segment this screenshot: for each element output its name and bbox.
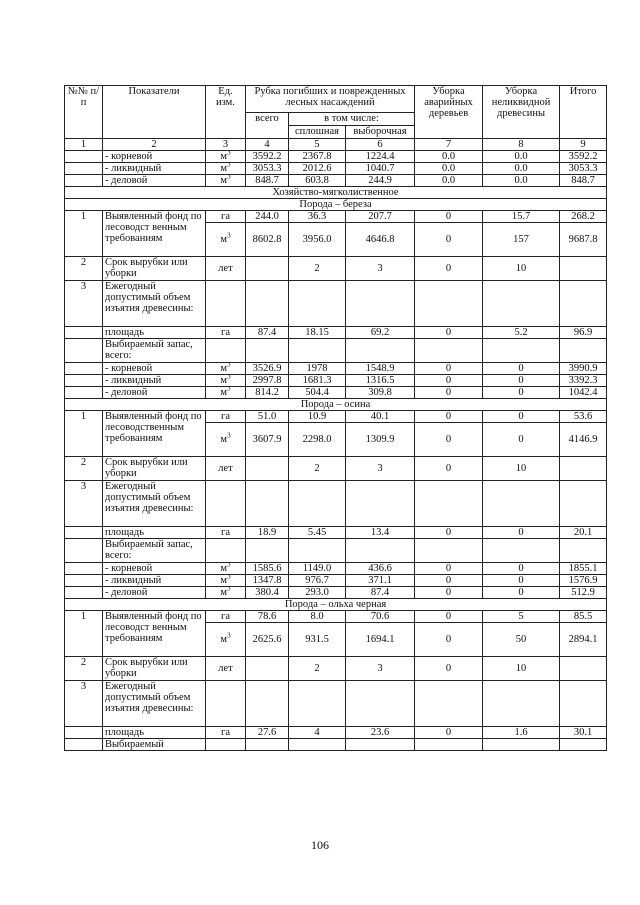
empty-cell [65, 587, 103, 599]
allow-label: Ежегодный допустимый объем изъятия древесины: [103, 281, 206, 327]
section-title: Порода – ольха черная [65, 599, 607, 611]
unit-cell: га [206, 727, 246, 739]
row-number: 2 [65, 457, 103, 481]
value-cell: 371.1 [346, 575, 415, 587]
value-cell: 10 [483, 457, 560, 481]
term-label: Срок вырубки или уборки [103, 657, 206, 681]
value-cell: 207.7 [346, 211, 415, 223]
value-cell: 3592.2 [560, 151, 607, 163]
header-illiquid: Уборка неликвидной древесины [483, 86, 560, 139]
value-cell: 4646.8 [346, 223, 415, 257]
empty-cell [246, 339, 289, 363]
value-cell: 0 [415, 611, 483, 623]
value-cell: 70.6 [346, 611, 415, 623]
empty-cell [65, 163, 103, 175]
empty-cell [65, 727, 103, 739]
stock-row-label: - деловой [103, 587, 206, 599]
value-cell: 0 [415, 363, 483, 375]
unit-superscript: 3 [227, 150, 231, 157]
empty-cell [65, 539, 103, 563]
value-cell: 78.6 [246, 611, 289, 623]
unit-text: м [220, 575, 228, 586]
found-label: Выявленный фонд по лесоводст венным требованиям [103, 611, 206, 657]
empty-cell [246, 657, 289, 681]
unit-text: м [220, 234, 228, 245]
column-number: 7 [415, 139, 483, 151]
empty-cell [289, 281, 346, 327]
value-cell: 0 [415, 411, 483, 423]
value-cell: 2298.0 [289, 423, 346, 457]
empty-cell [246, 739, 289, 751]
allow-label: Ежегодный допустимый объем изъятия древесины: [103, 481, 206, 527]
value-cell: 18.15 [289, 327, 346, 339]
unit-cell [206, 163, 246, 175]
value-cell: 2 [289, 257, 346, 281]
unit-cell: га [206, 211, 246, 223]
value-cell: 3592.2 [246, 151, 289, 163]
value-cell: 0 [483, 423, 560, 457]
value-cell: 0 [483, 411, 560, 423]
unit-superscript: 3 [227, 631, 231, 640]
value-cell: 27.6 [246, 727, 289, 739]
stock-label: Выбираемый запас, всего: [103, 339, 206, 363]
unit-text: м [220, 363, 228, 374]
empty-cell [560, 457, 607, 481]
row-number: 3 [65, 281, 103, 327]
value-cell: 0.0 [483, 175, 560, 187]
unit-superscript: 3 [227, 431, 231, 440]
value-cell: 0 [483, 363, 560, 375]
empty-cell [289, 739, 346, 751]
value-cell: 15.7 [483, 211, 560, 223]
empty-cell [289, 339, 346, 363]
value-cell: 0 [483, 527, 560, 539]
term-label: Срок вырубки или уборки [103, 457, 206, 481]
empty-cell [483, 739, 560, 751]
value-cell: 5.2 [483, 327, 560, 339]
empty-cell [246, 481, 289, 527]
empty-cell [560, 539, 607, 563]
value-cell: 848.7 [246, 175, 289, 187]
empty-cell [206, 539, 246, 563]
unit-cell: лет [206, 257, 246, 281]
unit-cell [206, 575, 246, 587]
value-cell: 0.0 [415, 151, 483, 163]
value-cell: 0 [415, 211, 483, 223]
empty-cell [346, 481, 415, 527]
unit-superscript: 3 [227, 162, 231, 169]
empty-cell [65, 527, 103, 539]
header-felling: Рубка погибших и поврежденных лесных насаждений [246, 86, 415, 113]
value-cell: 603.8 [289, 175, 346, 187]
header-indicators: Показатели [103, 86, 206, 139]
row-number: 2 [65, 657, 103, 681]
value-cell: 3 [346, 257, 415, 281]
value-cell: 0 [415, 623, 483, 657]
unit-cell [206, 563, 246, 575]
value-cell: 8.0 [289, 611, 346, 623]
area-label: площадь [103, 727, 206, 739]
empty-cell [483, 539, 560, 563]
empty-cell [65, 363, 103, 375]
value-cell: 931.5 [289, 623, 346, 657]
unit-superscript: 3 [227, 574, 231, 581]
value-cell: 1309.9 [346, 423, 415, 457]
header-selective: выборочная [346, 126, 415, 139]
value-cell: 0 [415, 563, 483, 575]
unit-text: м [220, 163, 228, 174]
found-label: Выявленный фонд по лесоводственным требованиям [103, 411, 206, 457]
value-cell: 0.0 [483, 163, 560, 175]
stock-row-label: - ликвидный [103, 375, 206, 387]
stock-row-label: - корневой [103, 363, 206, 375]
row-number: 1 [65, 211, 103, 257]
unit-text: м [220, 634, 228, 645]
value-cell: 1576.9 [560, 575, 607, 587]
empty-cell [560, 681, 607, 727]
unit-cell [206, 175, 246, 187]
term-label: Срок вырубки или уборки [103, 257, 206, 281]
value-cell: 10.9 [289, 411, 346, 423]
empty-cell [560, 281, 607, 327]
value-cell: 0 [415, 375, 483, 387]
unit-cell [206, 375, 246, 387]
value-cell: 0 [415, 457, 483, 481]
value-cell: 0.0 [483, 151, 560, 163]
value-cell: 244.0 [246, 211, 289, 223]
header-num: №№ п/п [65, 86, 103, 139]
empty-cell [346, 339, 415, 363]
value-cell: 1681.3 [289, 375, 346, 387]
row-number: 1 [65, 611, 103, 657]
column-number: 8 [483, 139, 560, 151]
empty-cell [560, 339, 607, 363]
empty-cell [246, 281, 289, 327]
value-cell: 3526.9 [246, 363, 289, 375]
header-clear: сплошная [289, 126, 346, 139]
empty-cell [560, 481, 607, 527]
unit-superscript: 3 [227, 562, 231, 569]
column-number: 1 [65, 139, 103, 151]
empty-cell [206, 481, 246, 527]
column-number: 9 [560, 139, 607, 151]
empty-cell [415, 281, 483, 327]
value-cell: 0 [415, 387, 483, 399]
value-cell: 30.1 [560, 727, 607, 739]
row-number: 2 [65, 257, 103, 281]
empty-cell [246, 539, 289, 563]
unit-text: м [220, 387, 228, 398]
header-unit: Ед. изм. [206, 86, 246, 139]
value-cell: 3392.3 [560, 375, 607, 387]
empty-cell [346, 681, 415, 727]
value-cell: 85.5 [560, 611, 607, 623]
empty-cell [289, 539, 346, 563]
value-cell: 0.0 [415, 175, 483, 187]
value-cell: 1694.1 [346, 623, 415, 657]
unit-superscript: 3 [227, 386, 231, 393]
column-number: 3 [206, 139, 246, 151]
empty-cell [206, 681, 246, 727]
value-cell: 380.4 [246, 587, 289, 599]
value-cell: 0 [415, 575, 483, 587]
value-cell: 976.7 [289, 575, 346, 587]
empty-cell [65, 575, 103, 587]
empty-cell [65, 375, 103, 387]
value-cell: 5.45 [289, 527, 346, 539]
value-cell: 8602.8 [246, 223, 289, 257]
unit-superscript: 3 [227, 586, 231, 593]
value-cell: 0 [415, 527, 483, 539]
value-cell: 268.2 [560, 211, 607, 223]
empty-cell [206, 339, 246, 363]
value-cell: 96.9 [560, 327, 607, 339]
value-cell: 0 [415, 657, 483, 681]
unit-text: м [220, 175, 228, 186]
value-cell: 0 [415, 257, 483, 281]
empty-cell [415, 739, 483, 751]
value-cell: 1040.7 [346, 163, 415, 175]
value-cell: 36.3 [289, 211, 346, 223]
value-cell: 1978 [289, 363, 346, 375]
value-cell: 1585.6 [246, 563, 289, 575]
value-cell: 848.7 [560, 175, 607, 187]
empty-cell [483, 281, 560, 327]
unit-cell: га [206, 411, 246, 423]
row-number: 1 [65, 411, 103, 457]
value-cell: 512.9 [560, 587, 607, 599]
value-cell: 0 [483, 575, 560, 587]
empty-cell [415, 339, 483, 363]
value-cell: 0 [483, 563, 560, 575]
header-total: Итого [560, 86, 607, 139]
value-cell: 2367.8 [289, 151, 346, 163]
value-cell: 53.6 [560, 411, 607, 423]
value-cell: 4146.9 [560, 423, 607, 457]
unit-cell [206, 387, 246, 399]
header-including: в том числе: [289, 113, 415, 126]
value-cell: 0 [415, 727, 483, 739]
empty-cell [346, 281, 415, 327]
stock-label: Выбираемый запас, всего: [103, 539, 206, 563]
empty-cell [65, 175, 103, 187]
empty-cell [483, 681, 560, 727]
empty-cell [65, 563, 103, 575]
value-cell: 69.2 [346, 327, 415, 339]
value-cell: 1042.4 [560, 387, 607, 399]
empty-cell [246, 457, 289, 481]
unit-cell: га [206, 527, 246, 539]
stock-row-label: - деловой [103, 387, 206, 399]
value-cell: 5 [483, 611, 560, 623]
row-number: 3 [65, 681, 103, 727]
unit-text: м [220, 563, 228, 574]
stock-label: Выбираемый [103, 739, 206, 751]
empty-cell [206, 739, 246, 751]
empty-cell [246, 257, 289, 281]
value-cell: 0.0 [415, 163, 483, 175]
empty-cell [346, 539, 415, 563]
value-cell: 2894.1 [560, 623, 607, 657]
empty-cell [483, 339, 560, 363]
farm-title: Хозяйство-мягколиственное [65, 187, 607, 199]
row-label: - ликвидный [103, 163, 206, 175]
value-cell: 293.0 [289, 587, 346, 599]
area-label: площадь [103, 327, 206, 339]
page-number: 106 [311, 838, 329, 852]
value-cell: 0 [415, 223, 483, 257]
value-cell: 3053.3 [560, 163, 607, 175]
unit-superscript: 3 [227, 231, 231, 240]
empty-cell [65, 327, 103, 339]
value-cell: 13.4 [346, 527, 415, 539]
value-cell: 3956.0 [289, 223, 346, 257]
unit-cell [206, 623, 246, 657]
value-cell: 20.1 [560, 527, 607, 539]
value-cell: 814.2 [246, 387, 289, 399]
value-cell: 2 [289, 657, 346, 681]
unit-text: м [220, 434, 228, 445]
empty-cell [289, 481, 346, 527]
value-cell: 3607.9 [246, 423, 289, 457]
value-cell: 244.9 [346, 175, 415, 187]
unit-text: м [220, 587, 228, 598]
value-cell: 0 [415, 423, 483, 457]
value-cell: 2625.6 [246, 623, 289, 657]
empty-cell [560, 657, 607, 681]
empty-cell [65, 151, 103, 163]
unit-superscript: 3 [227, 174, 231, 181]
unit-text: м [220, 375, 228, 386]
found-label: Выявленный фонд по лесоводст венным требованиям [103, 211, 206, 257]
column-number: 2 [103, 139, 206, 151]
empty-cell [415, 481, 483, 527]
column-number: 5 [289, 139, 346, 151]
unit-cell [206, 223, 246, 257]
unit-cell [206, 587, 246, 599]
value-cell: 10 [483, 257, 560, 281]
value-cell: 1.6 [483, 727, 560, 739]
header-total-all: всего [246, 113, 289, 139]
value-cell: 50 [483, 623, 560, 657]
value-cell: 1548.9 [346, 363, 415, 375]
value-cell: 23.6 [346, 727, 415, 739]
section-title: Порода – осина [65, 399, 607, 411]
value-cell: 309.8 [346, 387, 415, 399]
empty-cell [206, 281, 246, 327]
value-cell: 1149.0 [289, 563, 346, 575]
value-cell: 157 [483, 223, 560, 257]
unit-cell [206, 151, 246, 163]
column-number: 6 [346, 139, 415, 151]
unit-cell: лет [206, 657, 246, 681]
unit-cell: га [206, 327, 246, 339]
unit-cell: лет [206, 457, 246, 481]
value-cell: 3 [346, 657, 415, 681]
empty-cell [246, 681, 289, 727]
empty-cell [415, 539, 483, 563]
stock-row-label: - ликвидный [103, 575, 206, 587]
value-cell: 3 [346, 457, 415, 481]
value-cell: 51.0 [246, 411, 289, 423]
row-label: - корневой [103, 151, 206, 163]
empty-cell [346, 739, 415, 751]
value-cell: 436.6 [346, 563, 415, 575]
value-cell: 2 [289, 457, 346, 481]
value-cell: 0 [483, 587, 560, 599]
empty-cell [560, 739, 607, 751]
value-cell: 9687.8 [560, 223, 607, 257]
unit-cell: га [206, 611, 246, 623]
value-cell: 1224.4 [346, 151, 415, 163]
value-cell: 504.4 [289, 387, 346, 399]
value-cell: 10 [483, 657, 560, 681]
value-cell: 0 [415, 587, 483, 599]
column-number: 4 [246, 139, 289, 151]
value-cell: 1347.8 [246, 575, 289, 587]
stock-row-label: - корневой [103, 563, 206, 575]
value-cell: 40.1 [346, 411, 415, 423]
value-cell: 3053.3 [246, 163, 289, 175]
value-cell: 1855.1 [560, 563, 607, 575]
value-cell: 2997.8 [246, 375, 289, 387]
unit-superscript: 3 [227, 362, 231, 369]
empty-cell [65, 739, 103, 751]
empty-cell [65, 387, 103, 399]
value-cell: 18.9 [246, 527, 289, 539]
value-cell: 0 [483, 375, 560, 387]
value-cell: 3990.9 [560, 363, 607, 375]
row-number: 3 [65, 481, 103, 527]
header-emergency: Уборка аварийных деревьев [415, 86, 483, 139]
value-cell: 1316.5 [346, 375, 415, 387]
value-cell: 2012.6 [289, 163, 346, 175]
empty-cell [65, 339, 103, 363]
unit-superscript: 3 [227, 374, 231, 381]
empty-cell [483, 481, 560, 527]
unit-cell [206, 423, 246, 457]
empty-cell [415, 681, 483, 727]
value-cell: 87.4 [246, 327, 289, 339]
area-label: площадь [103, 527, 206, 539]
empty-cell [560, 257, 607, 281]
value-cell: 87.4 [346, 587, 415, 599]
unit-text: м [220, 151, 228, 162]
value-cell: 0 [483, 387, 560, 399]
unit-cell [206, 363, 246, 375]
empty-cell [289, 681, 346, 727]
row-label: - деловой [103, 175, 206, 187]
allow-label: Ежегодный допустимый объем изъятия древесины: [103, 681, 206, 727]
section-title: Порода – береза [65, 199, 607, 211]
value-cell: 4 [289, 727, 346, 739]
value-cell: 0 [415, 327, 483, 339]
forestry-table [64, 85, 607, 751]
